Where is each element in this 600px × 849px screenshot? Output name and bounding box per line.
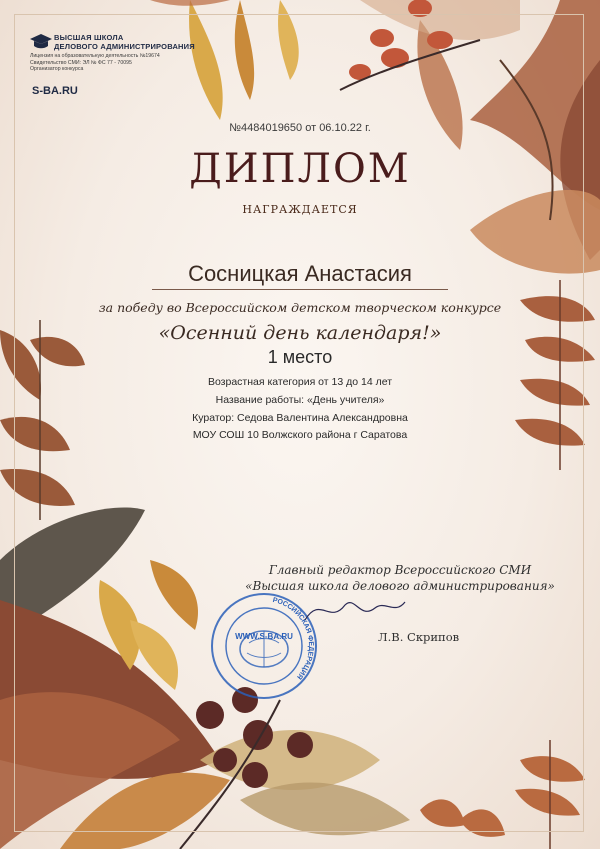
chief-editor-line1: Главный редактор Всероссийского СМИ bbox=[268, 563, 532, 577]
awarded-label: НАГРАЖДАЕТСЯ bbox=[242, 203, 358, 216]
age-category: Возрастная категория от 13 до 14 лет bbox=[207, 376, 393, 388]
diploma-title: ДИПЛОМ bbox=[189, 146, 411, 192]
school-name bbox=[54, 33, 195, 51]
school-name-line1: ВЫСШАЯ ШКОЛА bbox=[54, 33, 124, 42]
recipient-underline bbox=[152, 289, 448, 290]
recipient-name: Сосницкая Анастасия bbox=[188, 261, 412, 286]
chief-editor-line2: «Высшая школа делового администрирования» bbox=[245, 579, 555, 593]
signer-name: Л.В. Скрипов bbox=[378, 630, 460, 644]
contest-name: «Осенний день календаря!» bbox=[158, 322, 442, 344]
graduation-cap-icon bbox=[30, 33, 52, 51]
curator: Куратор: Седова Валентина Александровна bbox=[192, 412, 408, 424]
license-info bbox=[30, 53, 160, 73]
signature-scribble bbox=[300, 590, 410, 630]
for-line: за победу во Всероссийском детском творческом конкурсе bbox=[98, 300, 502, 315]
stamp-ring-text: РОССИЙСКАЯ ФЕДЕРАЦИЯ bbox=[271, 596, 315, 681]
license-text: Лицензия на образовательную деятельность №19674 bbox=[30, 53, 160, 59]
stamp-site: WWW.S-BA.RU bbox=[235, 632, 293, 641]
diploma-number: №4484019650 от 06.10.22 г. bbox=[229, 122, 371, 134]
site-link[interactable]: S-BA.RU bbox=[32, 85, 78, 97]
organizer-text: Организатор конкурса bbox=[30, 66, 84, 73]
place-award: 1 место bbox=[267, 347, 333, 367]
school-info: МОУ СОШ 10 Волжского района г Саратова bbox=[192, 429, 408, 441]
work-title: Название работы: «День учителя» bbox=[215, 394, 385, 406]
school-name-line2: ДЕЛОВОГО АДМИНИСТРИРОВАНИЯ bbox=[54, 42, 195, 51]
media-cert-text: Свидетельство СМИ: ЭЛ № ФС 77 - 70095 bbox=[30, 59, 132, 66]
